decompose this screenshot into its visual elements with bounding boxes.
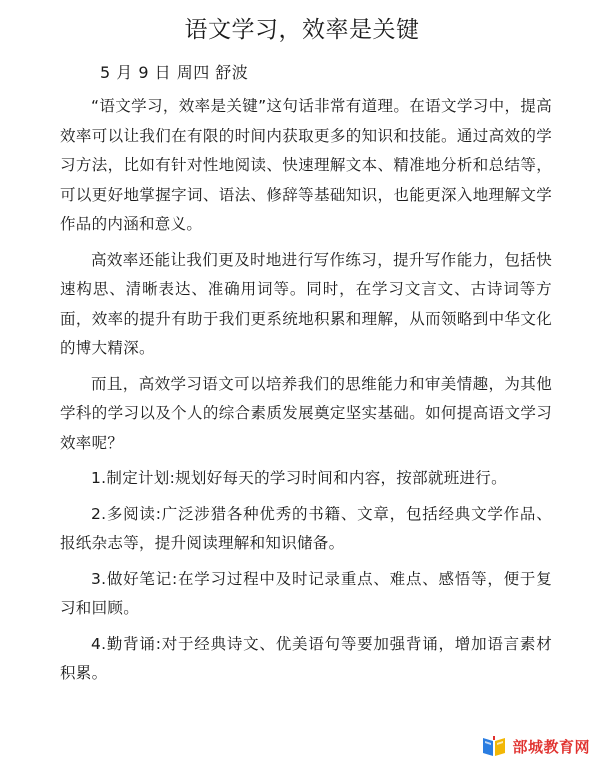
list-item: 4.勤背诵:对于经典诗文、优美语句等要加强背诵，增加语言素材积累。 (60, 634, 552, 682)
site-watermark (481, 734, 590, 758)
list-item: 2.多阅读:广泛涉猎各种优秀的书籍、文章，包括经典文学作品、报纸杂志等，提升阅读理解和知识储备。 (60, 504, 552, 552)
page-title: 语文学习，效率是关键 (184, 17, 420, 43)
list-item: 3.做好笔记:在学习过程中及时记录重点、难点、感悟等，便于复习和回顾。 (60, 569, 552, 617)
article-body (60, 92, 552, 689)
book-logo-icon (481, 734, 507, 758)
watermark-text: 部城教育网 (512, 737, 590, 756)
paragraph: 而且，高效学习语文可以培养我们的思维能力和审美情趣，为其他学科的学习以及个人的综合素质发展奠定坚实基础。如何提高语文学习效率呢？ (60, 374, 552, 452)
paragraph: “语文学习，效率是关键”这句话非常有道理。在语文学习中，提高效率可以让我们在有限的时间内获取更多的知识和技能。通过高效的学习方法，比如有针对性地阅读、快速理解文本、精准地分析和总结等，可以更好地掌握字词、语法、修辞等基础知识，也能更深入地理解文学作品的内涵和意义。 (60, 97, 552, 233)
dateline: 5 月 9 日 周四 舒波 (100, 63, 249, 82)
paragraph: 高效率还能让我们更及时地进行写作练习，提升写作能力，包括快速构思、清晰表达、准确用词等。同时，在学习文言文、古诗词等方面，效率的提升有助于我们更系统地积累和理解，从而领略到中华文化的博大精深。 (60, 250, 552, 357)
list-item: 1.制定计划:规划好每天的学习时间和内容，按部就班进行。 (91, 469, 507, 487)
